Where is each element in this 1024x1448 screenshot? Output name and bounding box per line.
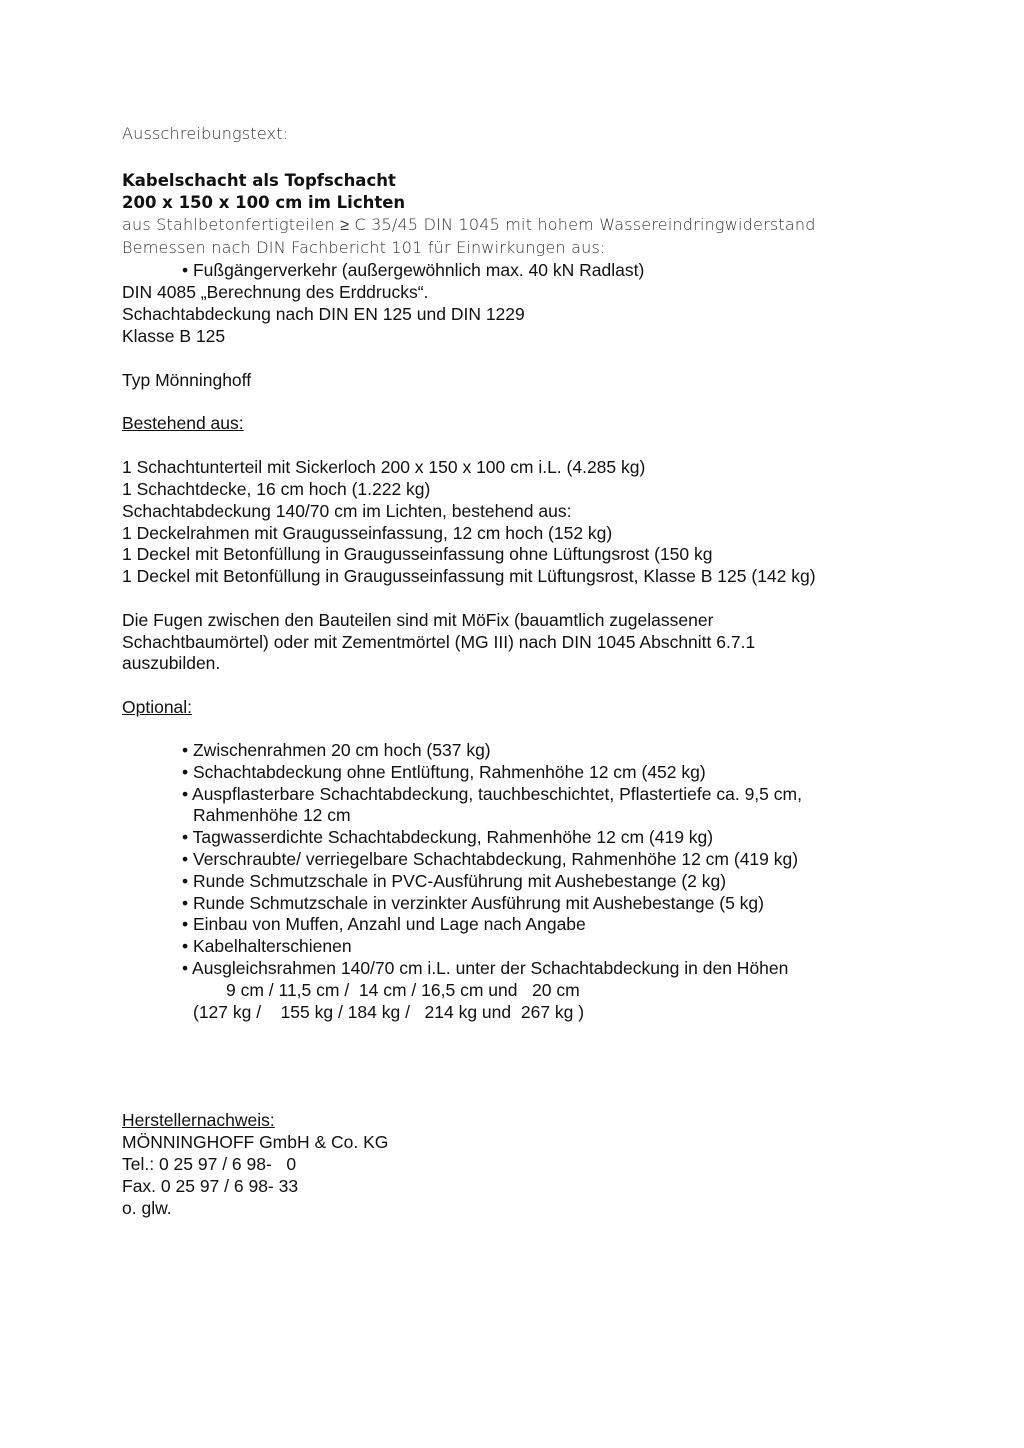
optional-item: • Verschraubte/ verriegelbare Schachtabdeckung, Rahmenhöhe 12 cm (419 kg) (182, 849, 799, 869)
optional-item: • Schachtabdeckung ohne Entlüftung, Rahmenhöhe 12 cm (452 kg) (182, 762, 706, 782)
optional-weights: (127 kg / 155 kg / 184 kg / 214 kg und 267 kg ) (193, 1002, 585, 1022)
manufacturer-fax: Fax. 0 25 97 / 6 98- 33 (122, 1176, 299, 1196)
optional-heading: Optional: (122, 697, 193, 717)
optional-item-continuation: Rahmenhöhe 12 cm (193, 805, 351, 825)
description-line: Bemessen nach DIN Fachbericht 101 für Einwirkungen aus: (122, 238, 606, 257)
manufacturer-phone: Tel.: 0 25 97 / 6 98- 0 (122, 1154, 297, 1174)
joints-line: Schachtbaumörtel) oder mit Zementmörtel (MG III) nach DIN 1045 Abschnitt 6.7.1 (122, 632, 756, 652)
optional-item: • Auspflasterbare Schachtabdeckung, tauchbeschichtet, Pflastertiefe ca. 9,5 cm, (182, 784, 802, 804)
joints-line: auszubilden. (122, 653, 221, 673)
joints-line: Die Fugen zwischen den Bauteilen sind mit MöFix (bauamtlich zugelassener (122, 610, 714, 630)
component-item: 1 Schachtunterteil mit Sickerloch 200 x 150 x 100 cm i.L. (4.285 kg) (122, 457, 646, 477)
manufacturer-heading: Herstellernachweis: (122, 1110, 275, 1130)
component-item: Schachtabdeckung 140/70 cm im Lichten, bestehend aus: (122, 501, 572, 521)
optional-item: • Runde Schmutzschale in PVC-Ausführung mit Aushebestange (2 kg) (182, 871, 727, 891)
optional-heights: 9 cm / 11,5 cm / 14 cm / 16,5 cm und 20 cm (226, 980, 580, 1000)
components-heading: Bestehend aus: (122, 413, 244, 433)
component-item: 1 Deckel mit Betonfüllung in Graugusseinfassung mit Lüftungsrost, Klasse B 125 (142 kg) (122, 566, 816, 586)
optional-item: • Einbau von Muffen, Anzahl und Lage nach Angabe (182, 914, 586, 934)
standard-line: Klasse B 125 (122, 326, 226, 346)
standard-line: Schachtabdeckung nach DIN EN 125 und DIN 1229 (122, 304, 525, 324)
load-bullet: • Fußgängerverkehr (außergewöhnlich max. 40 kN Radlast) (182, 260, 645, 280)
component-item: 1 Schachtdecke, 16 cm hoch (1.222 kg) (122, 479, 431, 499)
component-item: 1 Deckel mit Betonfüllung in Graugusseinfassung ohne Lüftungsrost (150 kg (122, 544, 713, 564)
description-line: aus Stahlbetonfertigteilen ≥ C 35/45 DIN 1045 mit hohem Wassereindringwiderstand (122, 215, 816, 234)
component-item: 1 Deckelrahmen mit Graugusseinfassung, 12 cm hoch (152 kg) (122, 523, 613, 543)
title-line-2: 200 x 150 x 100 cm im Lichten (122, 193, 406, 212)
manufacturer-name: MÖNNINGHOFF GmbH & Co. KG (122, 1132, 389, 1152)
optional-item: • Kabelhalterschienen (182, 936, 352, 956)
manufacturer-note: o. glw. (122, 1198, 172, 1218)
intro-label: Ausschreibungstext: (122, 124, 289, 143)
optional-item: • Tagwasserdichte Schachtabdeckung, Rahmenhöhe 12 cm (419 kg) (182, 827, 714, 847)
optional-item: • Runde Schmutzschale in verzinkter Ausführung mit Aushebestange (5 kg) (182, 893, 764, 913)
type-line: Typ Mönninghoff (122, 370, 252, 390)
optional-item: • Ausgleichsrahmen 140/70 cm i.L. unter der Schachtabdeckung in den Höhen (182, 958, 789, 978)
optional-item: • Zwischenrahmen 20 cm hoch (537 kg) (182, 740, 491, 760)
title-line-1: Kabelschacht als Topfschacht (122, 171, 396, 190)
standard-line: DIN 4085 „Berechnung des Erddrucks“. (122, 282, 429, 302)
